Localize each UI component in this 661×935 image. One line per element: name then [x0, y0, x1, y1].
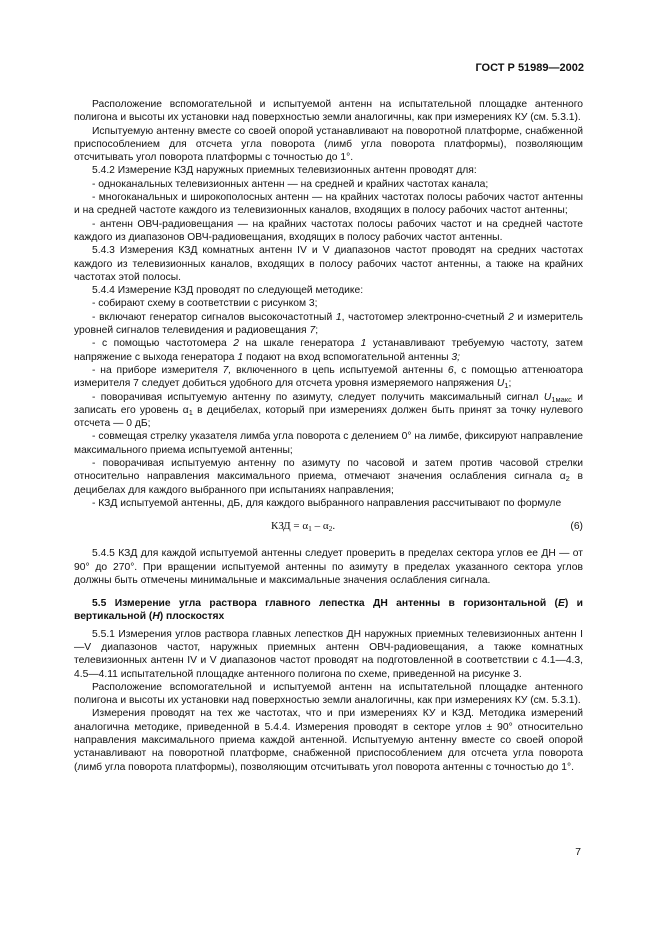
- list-item: - одноканальных телевизионных антенн — на средней и крайних частотах канала;: [92, 178, 489, 190]
- document-header: ГОСТ Р 51989—2002: [475, 62, 584, 74]
- section-heading: 5.5 Измерение угла раствора главного лепестка ДН антенны в горизонтальной (E) и вертикальной (H) плоскостях: [74, 598, 583, 623]
- paragraph: Испытуемую антенну вместе со своей опорой устанавливают на поворотной платформе, снабженной приспособлением для отсчета угла поворота (лимб угла поворота платформы), позволяющим отсчитывать угол поворота платформы с точностью до 1°.: [74, 125, 583, 164]
- paragraph: Измерения проводят на тех же частотах, что и при измерениях КУ и КЗД. Методика измерений аналогична методике, приведенной в 5.4.4. Измерения проводят в секторе углов ± 90° относительно направления максимального приема каждой антенной. Испытуемую антенну вместе со своей опорой устанавливают на поворотной платформе, снабженной приспособлением для отсчета угла поворота (лимб угла поворота платформы), позволяющим отсчитывать угол поворота антенны с точностью до 1°.: [74, 708, 583, 773]
- list-item: - многоканальных и широкополосных антенн — на крайних частотах полосы рабочих частот антенны и на средней частоте каждого из телевизионных каналов, входящих в полосу рабочих частот антенны;: [74, 192, 583, 217]
- formula-number: (6): [570, 521, 583, 533]
- list-item: - совмещая стрелку указателя лимба угла поворота с делением 0° на лимбе, фиксируют направление максимального приема испытуемой антенны;: [74, 431, 583, 456]
- list-item: - с помощью частотомера 2 на шкале генератора 1 устанавливают требуемую частоту, затем напряжение с выхода генератора 1 подают на вход вспомогательной антенны 3;: [74, 338, 583, 363]
- list-item: - поворачивая испытуемую антенну по азимуту, следует получить максимальный сигнал $U_{1макс}$ и записать его уровень $\alpha_1$ в децибелах, который при измерениях должен быть принят за точку нулевого отсчета — 0 дБ;: [74, 391, 583, 430]
- paragraph: 5.5.1 Измерения углов раствора главных лепестков ДН наружных приемных телевизионных антенн I—V диапазонов частот, наружных приемных антенн ОВЧ-радиовещания, а также комнатных телевизионных антенн IV и V диапазонов частот проводят на подготовленной в соответствии с 4.1—4.3, 4.5—4.11 испытательной площадке антенного полигона по схеме, приведенной на рисунке 3.: [74, 628, 583, 680]
- paragraph: 5.4.4 Измерение КЗД проводят по следующей методике:: [92, 285, 364, 297]
- list-item: - антенн ОВЧ-радиовещания — на крайних частотах полосы рабочих частот и на средней частоте каждого из диапазонов ОВЧ-радиовещания, входящих в полосу рабочих частот антенны.: [74, 218, 583, 243]
- formula-kzd: [74, 518, 583, 535]
- list-item: - поворачивая испытуемую антенну по азимуту по часовой и затем против часовой стрелки относительно направления максимального приема, отмечают значения ослабления сигнала $\alpha_2$ в децибелах для каждого выбранного при испытаниях направления;: [74, 458, 583, 496]
- document-body: [74, 98, 583, 774]
- paragraph: 5.4.3 Измерения КЗД комнатных антенн IV и V диапазонов частот проводят на средних частотах каждого из телевизионных каналов, входящих в полосу рабочих частот антенны, а также на крайних частотах этой полосы.: [74, 245, 583, 283]
- list-item: - на приборе измерителя 7, включенного в цепь испытуемой антенны 6, с помощью аттенюатора измерителя 7 следует добиться удобного для отсчета уровня измеряемого напряжения $U_1$;: [74, 364, 583, 391]
- list-item: - КЗД испытуемой антенны, дБ, для каждого выбранного направления рассчитывают по формуле: [92, 497, 562, 509]
- list-item: - включают генератор сигналов высокочастотный 1, частотомер электронно-счетный 2 и измеритель уровней сигналов телевидения и радиовещания 7;: [74, 311, 583, 337]
- paragraph: 5.4.5 КЗД для каждой испытуемой антенны следует проверить в пределах сектора углов ее ДН — от 90° до 270°. При вращении испытуемой антенны по азимуту в пределах указанного сектора углов должны быть отмечены минимальные и максимальные значения ослабления сигнала.: [74, 548, 583, 586]
- paragraph: Расположение вспомогательной и испытуемой антенн на испытательной площадке антенного полигона и высоты их установки над поверхностью земли аналогичны, как при измерениях КУ (см. 5.3.1).: [74, 99, 583, 124]
- page-number: 7: [575, 847, 581, 858]
- paragraph: Расположение вспомогательной и испытуемой антенн на испытательной площадке антенного полигона и высоты их установки над поверхностью земли аналогичны, как при измерениях КУ (см. 5.3.1).: [74, 681, 583, 707]
- formula-expression: КЗД = $\alpha_1 - \alpha_2$.: [271, 520, 336, 534]
- list-item: - собирают схему в соответствии с рисунком 3;: [92, 298, 318, 310]
- paragraph: 5.4.2 Измерение КЗД наружных приемных телевизионных антенн проводят для:: [92, 165, 477, 177]
